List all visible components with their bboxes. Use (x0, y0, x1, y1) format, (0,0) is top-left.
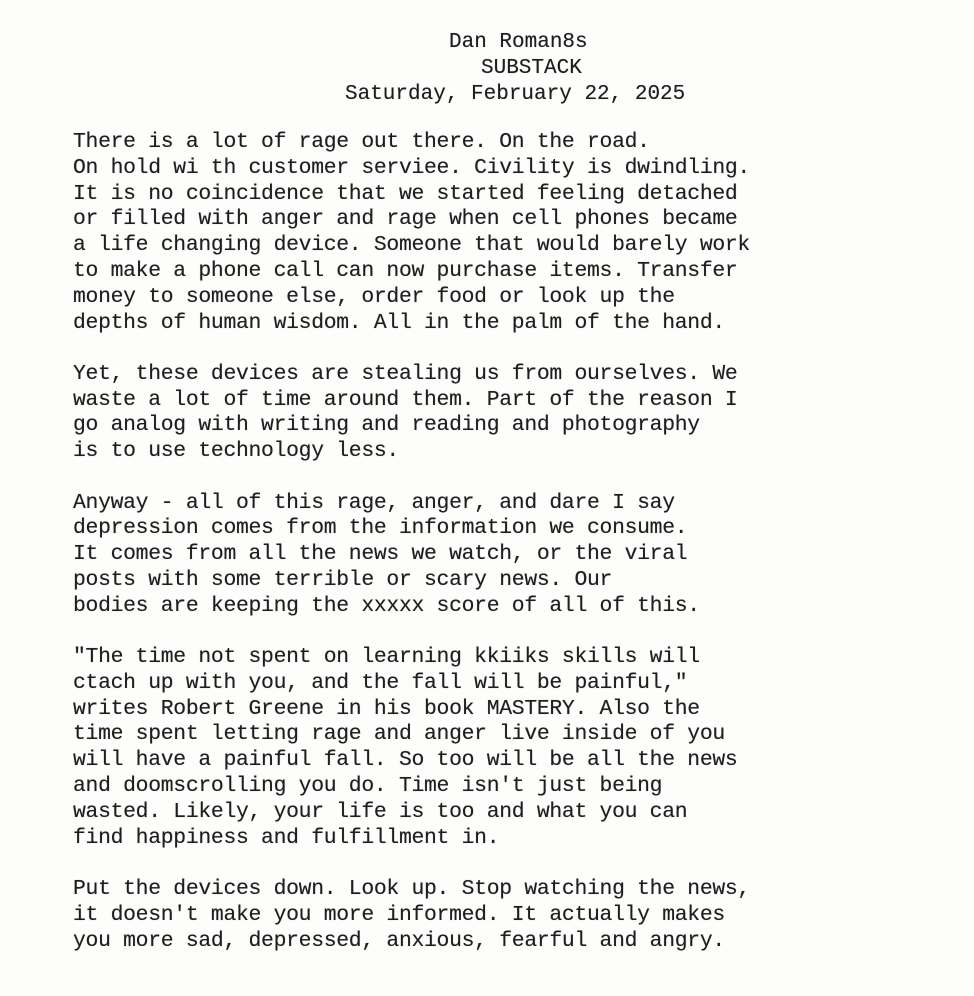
publication-name: SUBSTACK (481, 57, 582, 80)
text-line: It is no coincidence that we started feeling detached (73, 181, 738, 206)
paragraph-3 (73, 491, 953, 620)
text-line: There is a lot of rage out there. On the road. (73, 130, 650, 154)
text-line: It comes from all the news we watch, or the viral (73, 542, 688, 567)
text-line: or filled with anger and rage when cell phones became (73, 207, 738, 232)
text-line: wasted. Likely, your life is too and what you can (73, 799, 688, 824)
text-line: Anyway - all of this rage, anger, and dare I say (73, 490, 675, 515)
text-line: posts with some terrible or scary news. Our (73, 567, 613, 592)
text-line: ctach up with you, and the fall will be painful," (73, 670, 688, 695)
text-line: Yet, these devices are stealing us from ourselves. We (73, 361, 738, 386)
text-line: On hold wi th customer serviee. Civility is dwindling. (73, 155, 750, 180)
text-line: writes Robert Greene in his book MASTERY. Also the (73, 696, 700, 721)
paragraph-2 (73, 362, 953, 465)
text-line: depths of human wisdom. All in the palm of the hand. (73, 310, 725, 335)
paragraph-1 (73, 130, 953, 336)
text-line: go analog with writing and reading and photography (73, 413, 700, 438)
text-line: will have a painful fall. So too will be all the news (73, 748, 738, 773)
article-body (73, 130, 953, 980)
text-line: "The time not spent on learning kkiiks skills will (73, 645, 700, 670)
text-line: bodies are keeping the xxxxx score of all of this. (73, 593, 700, 618)
text-line: find happiness and fulfillment in. (73, 825, 500, 850)
paragraph-5 (73, 877, 953, 954)
publication-date: Saturday, February 22, 2025 (345, 83, 686, 106)
text-line: time spent letting rage and anger live inside of you (73, 722, 725, 747)
text-line: waste a lot of time around them. Part of the reason I (73, 387, 738, 412)
text-line: and doomscrolling you do. Time isn't just being (73, 774, 663, 799)
text-line: a life changing device. Someone that would barely work (73, 233, 750, 258)
text-line: Put the devices down. Look up. Stop watching the news, (73, 876, 750, 901)
text-line: depression comes from the information we consume. (73, 516, 688, 541)
author-name: Dan Roman8s (449, 31, 588, 54)
text-line: it doesn't make you more informed. It actually makes (73, 902, 725, 927)
paragraph-4 (73, 645, 953, 851)
text-line: to make a phone call can now purchase items. Transfer (73, 258, 738, 283)
text-line: you more sad, depressed, anxious, fearful and angry. (73, 928, 725, 953)
text-line: is to use technology less. (73, 439, 399, 464)
text-line: money to someone else, order food or look up the (73, 284, 675, 309)
